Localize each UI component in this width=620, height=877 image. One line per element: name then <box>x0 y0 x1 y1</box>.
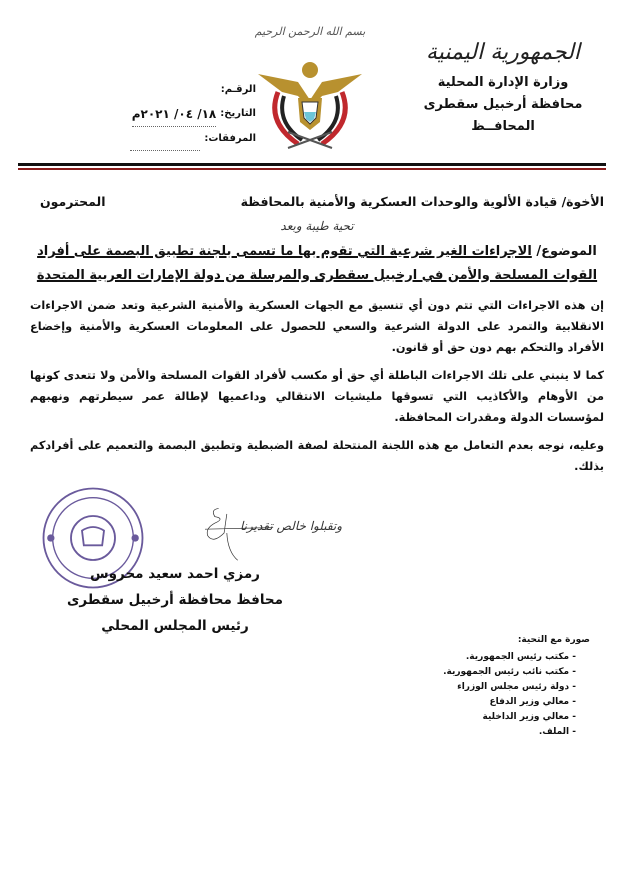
cc-item: - معالي وزير الدفاع <box>489 697 576 707</box>
addressee-line <box>30 192 604 212</box>
letterhead-right <box>408 38 598 138</box>
subject <box>30 240 604 288</box>
cc-item: - دولة رئيس مجلس الوزراء <box>457 682 576 692</box>
cc-item: - الملف. <box>538 727 576 737</box>
subject-label: الموضوع/ <box>536 244 597 259</box>
signatory-title-2: رئيس المجلس المحلي <box>101 618 249 634</box>
signature-block <box>50 561 300 639</box>
honorific: المحترمون <box>40 194 106 209</box>
reference-fields <box>120 78 256 151</box>
attachments-value <box>130 127 200 151</box>
body-paragraph-2: كما لا ينبني على تلك الاجراءات الباطلة أي حق أو مكسب لأفراد القوات المسلحة والأمن ولا تتعدى كونها من الأوهام والأكاذيب التي تسوقها مليشيات الانتقالي وداعميها لإطالة عمر سيطرتهم ونهبهم لمؤسسات الدولة ومقدرات المحافظة. <box>30 369 604 424</box>
cc-item: - مكتب نائب رئيس الجمهورية. <box>443 667 576 677</box>
cc-heading: صورة مع التحية: <box>517 635 590 645</box>
body-paragraph-3: وعليه، نوجه بعدم التعامل مع هذه اللجنة المنتحلة لصفة الضبطية وتطبيق البصمة والتعميم على أفرادكم بذلك. <box>30 439 604 473</box>
signature-area <box>30 483 604 763</box>
cc-list <box>360 633 590 740</box>
number-label: الرقـم: <box>220 84 256 95</box>
office-name: المحافــظ <box>471 119 535 134</box>
cc-item: - معالي وزير الداخلية <box>482 712 576 722</box>
letter-body <box>30 192 604 871</box>
cc-item: - مكتب رئيس الجمهورية. <box>465 652 576 662</box>
addressee: الأخوة/ قيادة الألوية والوحدات العسكرية والأمنية بالمحافظة <box>240 194 604 209</box>
yemen-eagle-emblem-icon <box>258 52 362 152</box>
subject-line-1: الاجراءات الغير شرعية التي تقوم بها ما تسمى بلجنة تطبيق البصمة على أفراد <box>37 244 532 259</box>
closing-remark: وتقبلوا خالص تقديرنا <box>240 519 343 533</box>
body-paragraph-1: إن هذه الاجراءات التي تتم دون أي تنسيق مع الجهات العسكرية والأمنية الشرعية وتعد ضمن الاجراءات الانقلابية والتمرد على الدولة الشرعية والسعي للحصول على المعلومات العسكرية والأمنية وإخضاع الأفراد والتحكم بهم دون حق أو قانون. <box>30 299 604 354</box>
signatory-title: محافظ محافظة أرخبيل سقطرى <box>67 592 283 608</box>
republic-name: الجمهورية اليمنية <box>425 40 581 65</box>
header-rule-red <box>18 168 606 170</box>
date-label: التاريخ: <box>220 108 256 119</box>
subject-line-2: القوات المسلحة والأمن في ارخبيل سقطرى والمرسلة من دولة الإمارات العربية المتحدة <box>36 268 598 283</box>
governorate-name: محافظة أرخبيل سقطرى <box>423 97 583 112</box>
signatory-name: رمزي احمد سعيد محروس <box>90 566 260 582</box>
greeting: تحية طيبة وبعد <box>280 219 354 233</box>
attachments-label: المرفقات: <box>204 133 256 144</box>
date-value: ١٨/ ٠٤/ ٢٠٢١م <box>132 102 217 127</box>
ministry-name: وزارة الإدارة المحلية <box>437 75 569 90</box>
basmala: بسم الله الرحمن الرحيم <box>254 25 366 38</box>
header-rule <box>18 163 606 166</box>
